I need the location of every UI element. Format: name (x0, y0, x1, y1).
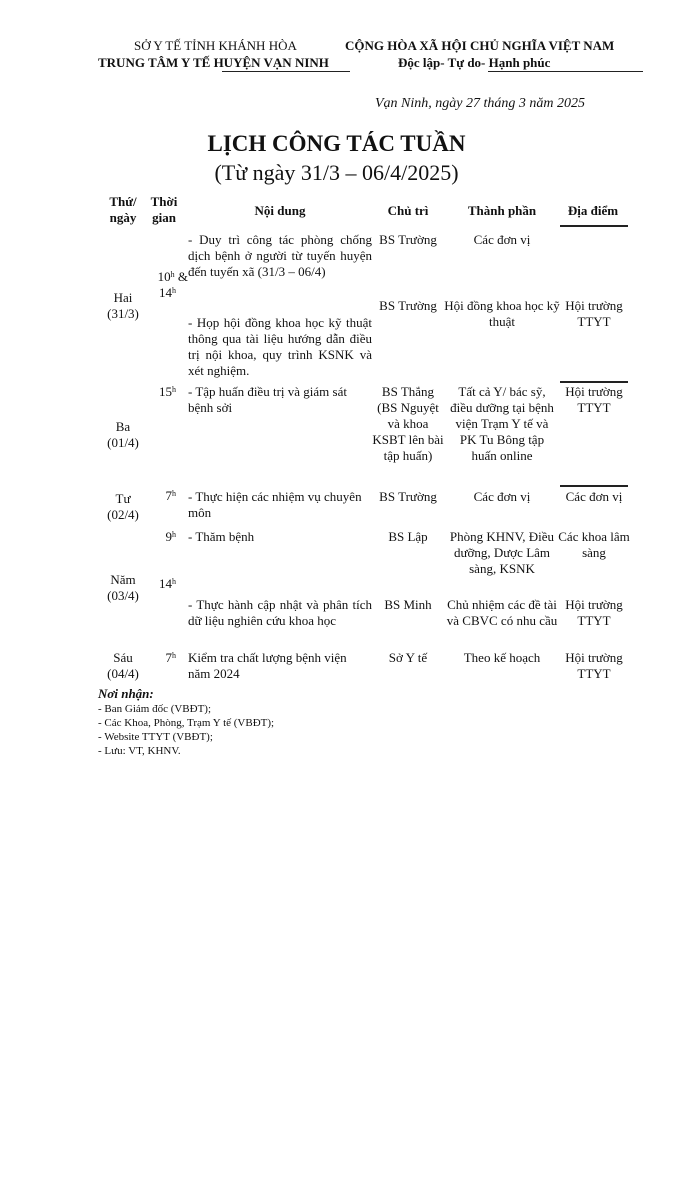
task-place: Các đơn vị (565, 489, 623, 504)
time-slot: 10$^h$ & (157, 269, 188, 284)
motto: Độc lập- Tự do- Hạnh phúc (398, 55, 551, 70)
place-date: Vạn Ninh, ngày 27 tháng 3 năm 2025 (375, 96, 585, 111)
task-members: Tất cả Y/ bác sỹ, điều dưỡng tại bệnh viện Trạm Y tế và PK Tu Bông tập huấn online (450, 384, 554, 463)
task-content: - Họp hội đồng khoa học kỹ thuật thông qua tài liệu hướng dẫn điều trị nội khoa, quy trình KSNK và xét nghiệm. (188, 315, 372, 378)
place-col-rule (560, 485, 628, 487)
task-place: Các khoa lâm sàng (558, 529, 630, 560)
recipients-heading: Nơi nhận: (98, 686, 154, 701)
task-members: Hội đồng khoa học kỹ thuật (444, 298, 560, 329)
task-members: Chủ nhiệm các đề tài và CBVC có nhu cầu (446, 597, 558, 628)
task-chair: BS Minh (384, 597, 432, 612)
recipient-item: - Ban Giám đốc (VBĐT); (98, 703, 212, 715)
center-name: TRUNG TÂM Y TẾ HUYỆN VẠN NINH (98, 55, 329, 70)
page-subtitle: (Từ ngày 31/3 – 06/4/2025) (214, 160, 459, 185)
left-header-underline (222, 71, 350, 72)
task-chair: BS Thắng (BS Nguyệt và khoa KSBT lên bài tập huấn) (372, 384, 444, 463)
time-slot: 9$^h$ (165, 529, 176, 544)
day-friday: Sáu (04/4) (107, 650, 139, 681)
task-chair: Sở Y tế (388, 650, 428, 665)
col-time-header: Thời gian (150, 194, 178, 225)
page-title: LỊCH CÔNG TÁC TUẦN (207, 131, 466, 156)
day-wednesday: Tư (02/4) (107, 491, 139, 522)
task-place: Hội trường TTYT (565, 298, 623, 329)
day-thursday: Năm (03/4) (107, 572, 139, 603)
place-col-rule (560, 381, 628, 383)
task-members: Phòng KHNV, Điều dưỡng, Dược Lâm sàng, KSNK (449, 529, 555, 576)
time-slot: 7$^h$ (165, 488, 176, 503)
time-slot: 14$^h$ (159, 285, 176, 300)
task-chair: BS Trường (379, 298, 437, 313)
right-header-underline (488, 71, 643, 72)
task-members: Các đơn vị (473, 489, 531, 504)
task-content: - Tập huấn điều trị và giám sát bệnh sởi (188, 384, 347, 415)
time-slot: 7$^h$ (165, 650, 176, 665)
place-col-rule (560, 225, 628, 227)
day-monday: Hai (31/3) (107, 290, 139, 321)
task-content: - Thực hiện các nhiệm vụ chuyên môn (188, 489, 362, 520)
task-content: - Thực hành cập nhật và phân tích dữ liệu nghiên cứu khoa học (188, 597, 372, 628)
task-members: Theo kế hoạch (463, 650, 541, 665)
col-content-header: Nội dung (254, 203, 306, 218)
day-tuesday: Ba (01/4) (107, 419, 139, 450)
col-place-header: Địa điểm (567, 203, 619, 218)
task-chair: BS Trường (379, 489, 437, 504)
time-slot: 15$^h$ (159, 384, 176, 399)
task-chair: BS Lập (388, 529, 428, 544)
col-chair-header: Chủ trì (387, 203, 429, 218)
task-content: Kiểm tra chất lượng bệnh viện năm 2024 (188, 650, 347, 681)
recipients-list (98, 702, 274, 758)
time-slot: 14$^h$ (159, 576, 176, 591)
task-chair: BS Trường (379, 232, 437, 247)
task-place: Hội trường TTYT (565, 384, 623, 415)
col-day-header: Thứ/ ngày (109, 194, 137, 225)
col-members-header: Thành phần (467, 203, 537, 218)
task-members: Các đơn vị (473, 232, 531, 247)
country-name: CỘNG HÒA XÃ HỘI CHỦ NGHĨA VIỆT NAM (345, 38, 615, 53)
recipient-item: - Lưu: VT, KHNV. (98, 745, 181, 757)
task-place: Hội trường TTYT (565, 597, 623, 628)
recipient-item: - Website TTYT (VBĐT); (98, 731, 213, 743)
agency-name: SỞ Y TẾ TỈNH KHÁNH HÒA (134, 38, 297, 53)
task-content: - Duy trì công tác phòng chống dịch bệnh ở người từ tuyến huyện đến tuyến xã (31/3 – 06/4) (188, 232, 372, 279)
task-place: Hội trường TTYT (565, 650, 623, 681)
task-content: - Thăm bệnh (188, 529, 255, 544)
recipient-item: - Các Khoa, Phòng, Trạm Y tế (VBĐT); (98, 717, 275, 729)
